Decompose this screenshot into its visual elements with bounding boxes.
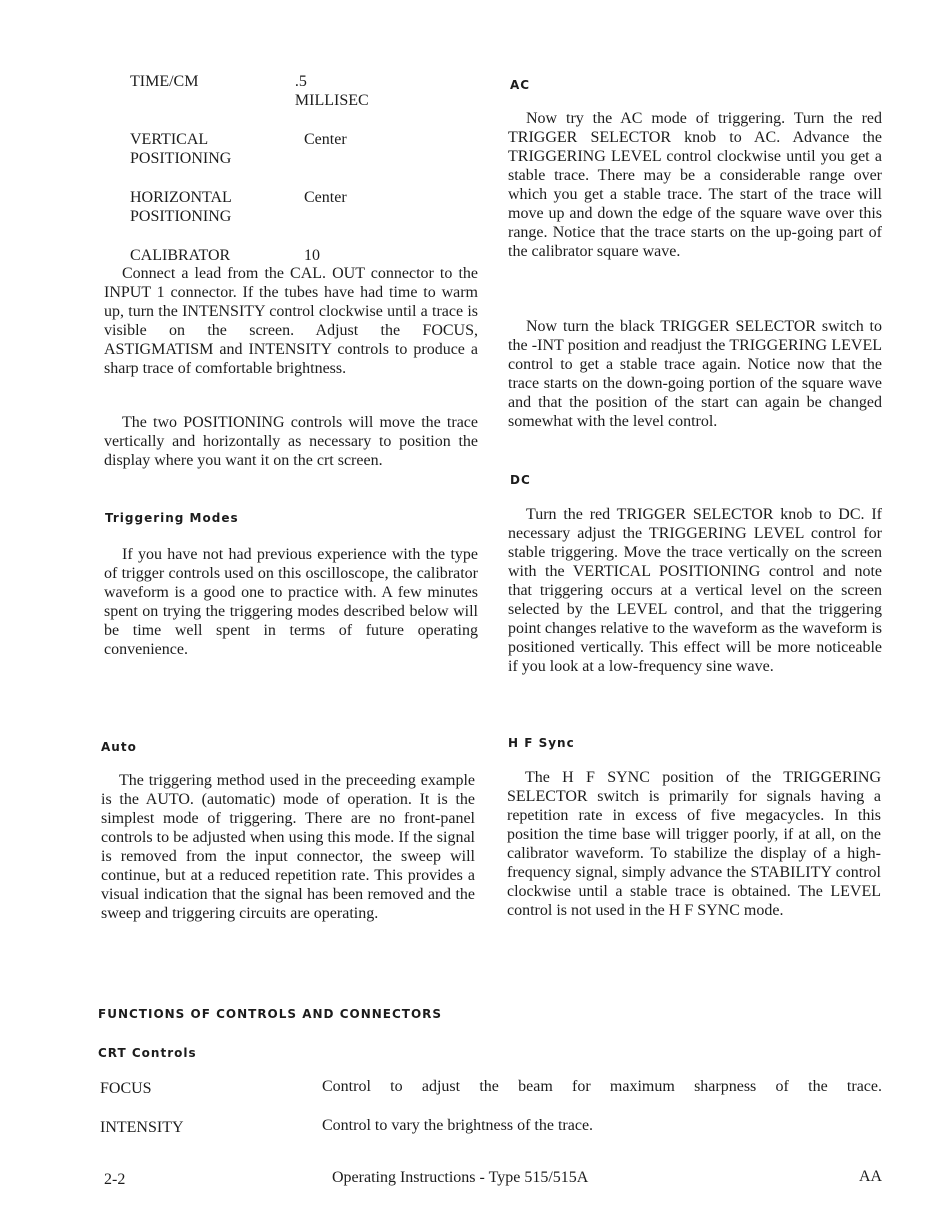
setting-label: VERTICAL xyxy=(130,131,209,148)
right-paragraph-4: The H F SYNC position of the TRIGGERING SELECTOR switch is primarily for signals having a repetition rate in excess of five megacycles. In this position the time base will trigger poorly, if at all, on the calibrator waveform. To stabilize the display of a high-frequency signal, simply advance the STABILITY control clockwise until a stable trace is obtained. The LEVEL control is not used in the H F SYNC mode. xyxy=(507,769,881,919)
setting-value: Center xyxy=(304,189,347,206)
setting-value: 10 xyxy=(304,247,320,264)
left-paragraph-1: Connect a lead from the CAL. OUT connector to the INPUT 1 connector. If the tubes have had time to warm up, turn the INTENSITY control clockwise until a trace is visible on the screen. Adjust the FOCUS, ASTIGMATISM and INTENSITY controls to produce a sharp trace of comfortable brightness. xyxy=(104,265,478,377)
right-paragraph-2: Now turn the black TRIGGER SELECTOR switch to the -INT position and readjust the TRIGGERING LEVEL control to get a stable trace again. Notice now that the trace starts on the down-going portion of the square wave and that the position of the start can again be changed somewhat with the level control. xyxy=(508,318,882,430)
setting-label: CALIBRATOR xyxy=(130,247,231,264)
section-heading-dc: DC xyxy=(510,473,531,487)
page-number: 2-2 xyxy=(104,1171,126,1188)
setting-label-line2: POSITIONING xyxy=(130,208,232,225)
section-heading-auto: Auto xyxy=(101,740,137,754)
setting-label: HORIZONTAL xyxy=(130,189,232,206)
setting-row xyxy=(130,72,380,110)
right-paragraph-1: Now try the AC mode of triggering. Turn the red TRIGGER SELECTOR knob to AC. Advance the TRIGGERING LEVEL control clockwise until you get a stable trace. There may be a considerable range over which you get a stable trace. The start of the trace will move up and down the edge of the square wave over this range. Notice that the trace starts on the up-going part of the calibrator square wave. xyxy=(508,110,882,260)
footer-title: Operating Instructions - Type 515/515A xyxy=(332,1169,589,1186)
control-name-focus: FOCUS xyxy=(100,1080,152,1097)
revision-code: AA xyxy=(859,1168,883,1185)
left-paragraph-2: The two POSITIONING controls will move the trace vertically and horizontally as necessary to position the display where you want it on the crt screen. xyxy=(104,414,478,469)
left-paragraph-4: The triggering method used in the preceeding example is the AUTO. (automatic) mode of operation. It is the simplest mode of triggering. There are no front-panel controls to be adjusted when using this mode. If the signal is removed from the input connector, the sweep will continue, but at a reduced repetition rate. This provides a visual indication that the signal has been removed and the sweep and triggering circuits are operating. xyxy=(101,772,475,922)
setting-label: TIME/CM xyxy=(130,73,199,90)
setting-row xyxy=(130,188,380,226)
section-heading-hf-sync: H F Sync xyxy=(508,736,575,750)
section-heading-triggering-modes: Triggering Modes xyxy=(105,511,239,525)
setting-value: Center xyxy=(304,131,347,148)
setting-row xyxy=(130,130,380,168)
setting-value: .5 MILLISEC xyxy=(294,73,369,109)
control-desc-focus: Control to adjust the beam for maximum sharpness of the trace. xyxy=(322,1078,882,1095)
setting-row xyxy=(130,246,380,265)
crt-controls-subtitle: CRT Controls xyxy=(98,1046,197,1060)
settings-table xyxy=(130,72,380,285)
functions-title: FUNCTIONS OF CONTROLS AND CONNECTORS xyxy=(98,1007,443,1021)
right-paragraph-3: Turn the red TRIGGER SELECTOR knob to DC. If necessary adjust the TRIGGERING LEVEL control for stable triggering. Move the trace vertically on the screen with the VERTICAL POSITIONING control and note that triggering occurs at a vertical level on the screen selected by the LEVEL control, and that the triggering point changes relative to the waveform as the waveform is positioned vertically. This effect will be more noticeable if you look at a low-frequency sine wave. xyxy=(508,506,882,675)
control-desc-intensity: Control to vary the brightness of the trace. xyxy=(322,1117,594,1134)
section-heading-ac: AC xyxy=(510,78,531,92)
setting-label-line2: POSITIONING xyxy=(130,150,232,167)
left-paragraph-3: If you have not had previous experience with the type of trigger controls used on this oscilloscope, the calibrator waveform is a good one to practice with. A few minutes spent on trying the triggering modes described below will be time well spent in terms of future operating convenience. xyxy=(104,546,478,658)
control-name-intensity: INTENSITY xyxy=(100,1119,184,1136)
